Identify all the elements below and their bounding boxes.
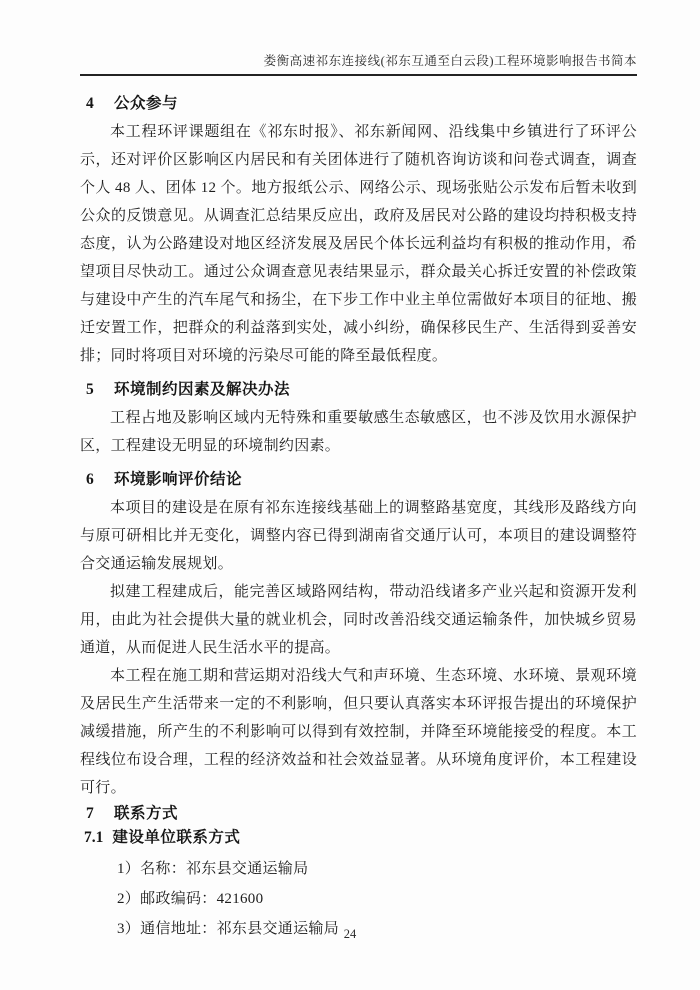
page-number: 24 [343, 927, 357, 941]
paragraph: 拟建工程建成后，能完善区域路网结构，带动沿线诸多产业兴起和资源开发利用，由此为社会提供大量的就业机会，同时改善沿线交通运输条件，加快城乡贸易通道，从而促进人民生活水平的提高。 [80, 584, 637, 656]
section-title: 环境制约因素及解决办法 [114, 381, 291, 398]
section-heading-eia-conclusion [80, 470, 637, 490]
header-title: 娄衡高速祁东连接线(祁东互通至白云段)工程环境影响报告书简本 [263, 54, 637, 68]
subsection-number: 7.1 [84, 829, 104, 846]
paragraph: 本工程环评课题组在《祁东时报》、祁东新闻网、沿线集中乡镇进行了环评公示，还对评价区影响区内居民和有关团体进行了随机咨询访谈和问卷式调查，调查个人 48 人、团体 12 个。地方报纸公示、网络公示、现场张贴公示发布后暂未收到公众的反馈意见。从调查汇总结果反应出，政府及居民对公路的建设均持积极支持态度，认为公路建设对地区经济发展及居民个体长远利益均有积极的推动作用，希望项目尽快动工。通过公众调查意见表结果显示，群众最关心拆迁安置的补偿政策与建设中产生的汽车尾气和扬尘，在下步工作中业主单位需做好本项目的征地、搬迁安置工作，把群众的利益落到实处，减小纠纷，确保移民生产、生活得到妥善安排；同时将项目对环境的污染尽可能的降至最低程度。 [80, 124, 637, 364]
paragraph: 工程占地及影响区域内无特殊和重要敏感生态敏感区，也不涉及饮用水源保护区，工程建设无明显的环境制约因素。 [80, 410, 637, 454]
subsection-title: 建设单位联系方式 [112, 829, 241, 846]
document-body [80, 88, 637, 944]
contact-item-name: 1）名称：祁东县交通运输局 [117, 861, 309, 877]
section-number: 7 [86, 805, 94, 822]
section-number: 4 [86, 95, 94, 112]
contact-item-postcode: 2）邮政编码：421600 [117, 891, 264, 907]
section-title: 联系方式 [114, 805, 179, 822]
header-rule [80, 74, 637, 76]
section-number: 6 [86, 471, 94, 488]
paragraph: 本工程在施工期和营运期对沿线大气和声环境、生态环境、水环境、景观环境及居民生产生活带来一定的不利影响，但只要认真落实本环评报告提出的环境保护减缓措施，所产生的不利影响可以得到有效控制，并降至环境能接受的程度。本工程线位布设合理，工程的经济效益和社会效益显著。从环境角度评价，本工程建设可行。 [80, 668, 637, 796]
section-heading-environmental-constraints [80, 380, 637, 400]
section-number: 5 [86, 381, 94, 398]
section-title: 公众参与 [114, 95, 179, 112]
subsection-heading-owner-contact [80, 828, 637, 848]
section-heading-contact-info [80, 804, 637, 824]
contact-item-address: 3）通信地址：祁东县交通运输局 [117, 921, 340, 937]
section-title: 环境影响评价结论 [114, 471, 243, 488]
paragraph: 本项目的建设是在原有祁东连接线基础上的调整路基宽度，其线形及路线方向与原可研相比并无变化，调整内容已得到湖南省交通厅认可，本项目的建设调整符合交通运输发展规划。 [80, 500, 637, 572]
section-heading-public-participation [80, 94, 637, 114]
running-header [80, 53, 637, 69]
